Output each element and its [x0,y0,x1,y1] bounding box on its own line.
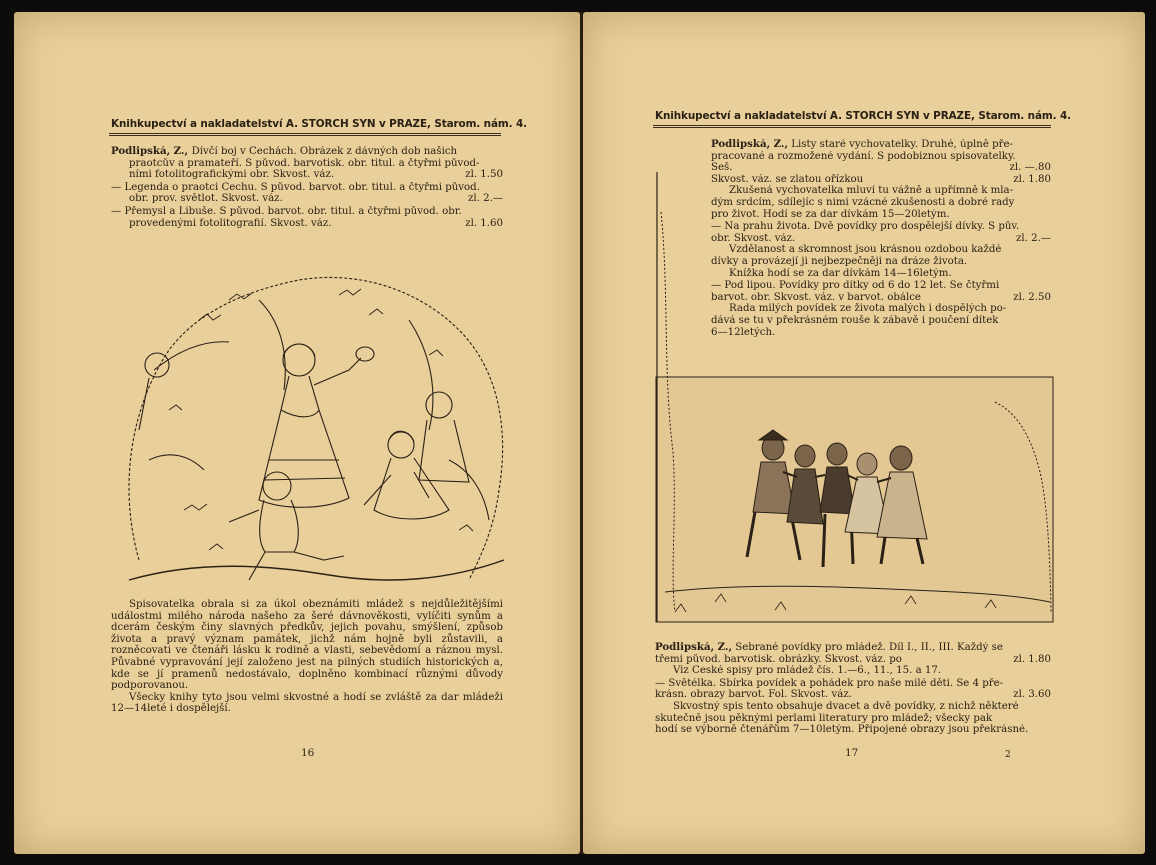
entry-price: zl. 1.60 [465,217,503,229]
entry-text: barvot. obr. Skvost. váz. v barvot. obálce [711,291,921,303]
entry-text: — Světélka. Sbírka povídek a pohádek pro naše milé děti. Se 4 pře- [655,677,1004,689]
left-description [111,599,503,715]
entry-text: Zkušená vychovatelka mluví tu vážně a upřímně k mla- [729,185,1014,197]
entry-text: dým srdcím, sdílejíc s nimi vzácné zkušenosti a dobré rady [711,196,1015,208]
left-catalog-entries [111,146,503,230]
children-round-dance-illustration [655,172,1055,624]
entry-line [111,193,503,205]
entry-text: Řada milých povídek ze života malých i dospělých po- [729,303,1007,315]
page-number-17: 17 [845,747,859,759]
entry-text: skutečně jsou pěknými perlami literatury pro mládež; všecky pak [655,712,993,724]
signature-mark: 2 [1005,750,1011,760]
children-playing-illustration [109,260,514,595]
entry-text: pracované a rozmožené vydání. S podobiznou spisovatelky. [711,150,1016,162]
entry-text: provedenými fotolitografií. Skvost. váz. [129,217,332,229]
entry-text: — Na prahu života. Dvě povídky pro dospělejší dívky. S pův. [711,221,1020,233]
entry-text: třemi původ. barvotisk. obrázky. Skvost. váz. po [655,653,902,665]
entry-text: obr. prov. světlot. Skvost. váz. [129,193,283,205]
entry-text: Knížka hodí se za dar dívkám 14—16letým. [729,267,952,279]
entry-text: krásn. obrazy barvot. Fol. Skvost. váz. [655,689,852,701]
page-number-16: 16 [301,747,315,759]
entry-author: Podlipská, Ž., [111,146,192,157]
entry-text: Vzdělanost a skromnost jsou krásnou ozdobou každé [729,244,1002,256]
entry-line [655,713,1051,725]
entry-line [111,158,503,170]
entry-line [655,665,1051,677]
entry-line [655,724,1051,736]
entry-text: dává se tu v překrásném rouše k zábavě i poučení dítek [711,314,999,326]
entry-text: ními fotolitografickými obr. Skvost. váz. [129,169,335,181]
entry-text: pro život. Hodí se za dar dívkám 15—20letým. [711,208,950,220]
entry-line [655,701,1051,713]
right-bottom-entries [655,642,1051,737]
entry-author: Podlipská, Ž., [655,642,733,653]
entry-author: — [111,205,125,217]
right-page [583,12,1145,854]
entry-price: zl. 1.80 [1013,653,1051,665]
entry-line [655,654,1051,666]
entry-text: Skvostný spis tento obsahuje dvacet a dvě povídky, z nichž některé [673,700,1019,712]
entry-line [111,146,503,158]
entry-text: — Legenda o praotci Čechu. S původ. barvot. obr. titul. a čtyřmi původ. [111,181,480,193]
entry-line [111,169,503,181]
entry-line [111,182,503,194]
entry-text: — Pod lipou. Povídky pro dítky od 6 do 12 let. Se čtyřmi [711,280,1000,292]
entry-price: zl. 2.— [467,193,503,205]
entry-price: zl. 3.60 [1013,689,1051,701]
entry-line [111,218,503,230]
entry-text: obr. Skvost. váz. [711,232,796,244]
left-header-rule [109,133,501,136]
entry-author: Podlipská, Ž., [711,139,789,150]
entry-price: zl. —.80 [1009,162,1051,174]
right-header-rule [653,125,1051,128]
entry-text: Viz České spisy pro mládež čís. 1.—6., 11., 15. a 17. [673,665,942,677]
entry-text: dívky a provázejí ji nejbezpečněji na dráze života. [711,255,968,267]
entry-price: zl. 2.— [1015,232,1051,244]
entry-line [655,678,1051,690]
entry-text: Podlipská, Ž., Listy staré vychovatelky. Druhé, úplně pře- [711,139,1013,150]
catalog-entry [655,642,1051,677]
entry-price: zl. 1.80 [1013,173,1051,185]
catalog-entry [111,206,503,229]
catalog-entry [655,678,1051,736]
description-paragraph: Všecky knihy tyto jsou velmi skvostné a hodí se zvláště za dar mládeži 12—14leté i dospělejší. [111,691,503,715]
entry-line [655,642,1051,654]
entry-text: praotcův a pramateří. S původ. barvotisk. obr. titul. a čtyřmi původ- [129,157,480,169]
description-paragraph: Spisovatelka obrala si za úkol obeznámiti mládež s nejdůležitějšími událostmi milého národa našeho za šeré dávnověkosti, vylíčiti synům a dcerám českým činy slavných předkův, jejich povahu, smýšlení, způsob života a pravý význam památek, jichž nám hojně byli zůstavili, a rozněcovati ve čtenáři lásku k rodině a vlasti, sebevědomí a ráznou mysl. Půvabné vypravování její založeno jest na pilných studiích historických a, kde se jí pramenů nedostávalo, doplněno kombinací různými důvody podporovanou. [111,599,503,692]
entry-text: Skvost. váz. se zlatou ořízkou [711,173,864,185]
right-page-header: Knihkupectví a nakladatelství A. STORCH SYN v PRAZE, Starom. nám. 4. [655,110,1071,122]
entry-text: — Přemysl a Libuše. S původ. barvot. obr. titul. a čtyřmi původ. obr. [111,205,462,217]
entry-text: Seš. [711,162,733,174]
catalog-entry [111,146,503,181]
entry-text: Podlipská, Ž., Dívčí boj v Čechách. Obrázek z dávných dob našich [111,146,458,157]
entry-line [655,689,1051,701]
catalog-entry [111,182,503,205]
left-page-header: Knihkupectví a nakladatelství A. STORCH SYN v PRAZE, Starom. nám. 4. [111,118,527,130]
entry-text: 6—12letých. [711,326,776,338]
entry-line [111,206,503,218]
entry-price: zl. 1.50 [465,169,503,181]
entry-text: hodí se výborně čtenářům 7—10letým. Připojené obrazy jsou překrásné. [655,724,1029,736]
entry-line [711,151,1051,163]
entry-text: Podlipská, Ž., Sebrané povídky pro mládež. Díl I., II., III. Každý se [655,642,1003,653]
entry-price: zl. 2.50 [1013,291,1051,303]
left-page [14,12,580,854]
entry-line [711,139,1051,151]
entry-author: — [111,181,125,193]
